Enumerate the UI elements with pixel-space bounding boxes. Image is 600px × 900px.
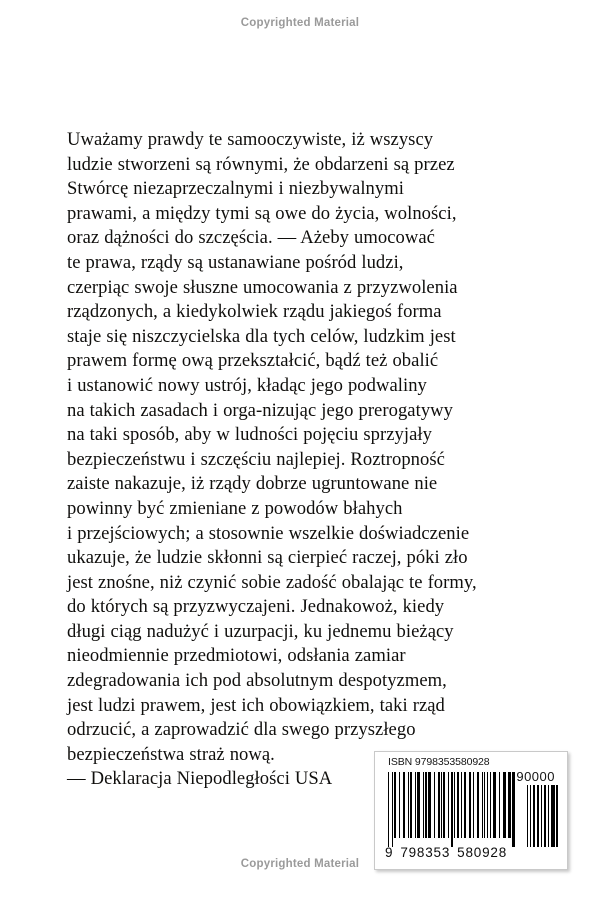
barcode-digit-lead: 9	[385, 845, 394, 860]
isbn-barcode-panel	[374, 751, 568, 870]
quote-line: zaiste nakazuje, iż rządy dobrze ugruntowane nie	[67, 473, 438, 495]
quote-line: prawem formę ową przekształcić, bądź też obalić	[67, 350, 439, 372]
quote-line: prawami, a między tymi są owe do życia, wolności,	[67, 202, 457, 224]
quote-lines	[67, 128, 539, 767]
quote-line: do których są przyzwyczajeni. Jednakowoż, kiedy	[67, 596, 445, 618]
quote-line: i przejściowych; a stosownie wszelkie doświadczenie	[67, 522, 470, 544]
quote-line: rządzonych, a kiedykolwiek rządu jakiegoś forma	[67, 301, 442, 323]
quote-line: zdegradowania ich pod absolutnym despotyzmem,	[67, 670, 447, 692]
declaration-quote-block	[67, 128, 539, 792]
quote-line: nieodmiennie przedmiotowi, odsłania zamiar	[67, 645, 406, 667]
quote-line: długi ciąg nadużyć i uzurpacji, ku jednemu bieżący	[67, 620, 454, 642]
ean5-addon-barcode-symbol	[527, 785, 559, 847]
quote-line: bezpieczeństwu i szczęściu najlepiej. Roztropność	[67, 448, 445, 470]
quote-line: bezpieczeństwa straż nową.	[67, 743, 275, 765]
quote-line: jest znośne, niż czynić sobie zadość obalając te formy,	[67, 571, 477, 593]
copyright-watermark-bottom: Copyrighted Material	[240, 858, 360, 870]
barcode-digit-group-1: 798353	[400, 845, 451, 860]
quote-line: czerpiąc swoje słuszne umocowania z przyzwolenia	[67, 276, 458, 298]
quote-line: odrzucić, a zaprowadzić dla swego przyszłego	[67, 719, 416, 741]
quote-line: ukazuje, że ludzie skłonni są cierpieć raczej, póki zło	[67, 547, 468, 569]
barcode-digit-group-2: 580928	[457, 845, 508, 860]
ean13-barcode-symbol	[388, 772, 518, 847]
quote-attribution: — Deklaracja Niepodległości USA	[67, 768, 333, 790]
quote-line: ludzie stworzeni są równymi, że obdarzeni są przez	[67, 153, 455, 175]
quote-line: i ustanowić nowy ustrój, kładąc jego podwaliny	[67, 374, 427, 396]
isbn-label: ISBN 9798353580928	[388, 756, 490, 768]
barcode-addon-label: 90000	[516, 769, 555, 784]
quote-line: te prawa, rządy są ustanawiane pośród ludzi,	[67, 251, 404, 273]
quote-line: Stwórcę niezaprzeczalnymi i niezbywalnymi	[67, 178, 404, 200]
quote-line: Uważamy prawdy te samooczywiste, iż wszyscy	[67, 129, 434, 150]
quote-line: jest ludzi prawem, jest ich obowiązkiem, taki rząd	[67, 694, 445, 716]
barcode-bar	[515, 772, 518, 847]
copyright-watermark-top: Copyrighted Material	[240, 17, 360, 29]
quote-line: na taki sposób, aby w ludności pojęciu sprzyjały	[67, 424, 432, 446]
quote-line: na takich zasadach i orga-nizując jego prerogatywy	[67, 399, 453, 421]
quote-line: staje się niszczycielska dla tych celów, ludzkim jest	[67, 325, 456, 347]
barcode-bar	[558, 785, 559, 847]
quote-line: powinny być zmieniane z powodów błahych	[67, 497, 403, 519]
quote-line: oraz dążności do szczęścia. — Ażeby umocować	[67, 227, 435, 249]
